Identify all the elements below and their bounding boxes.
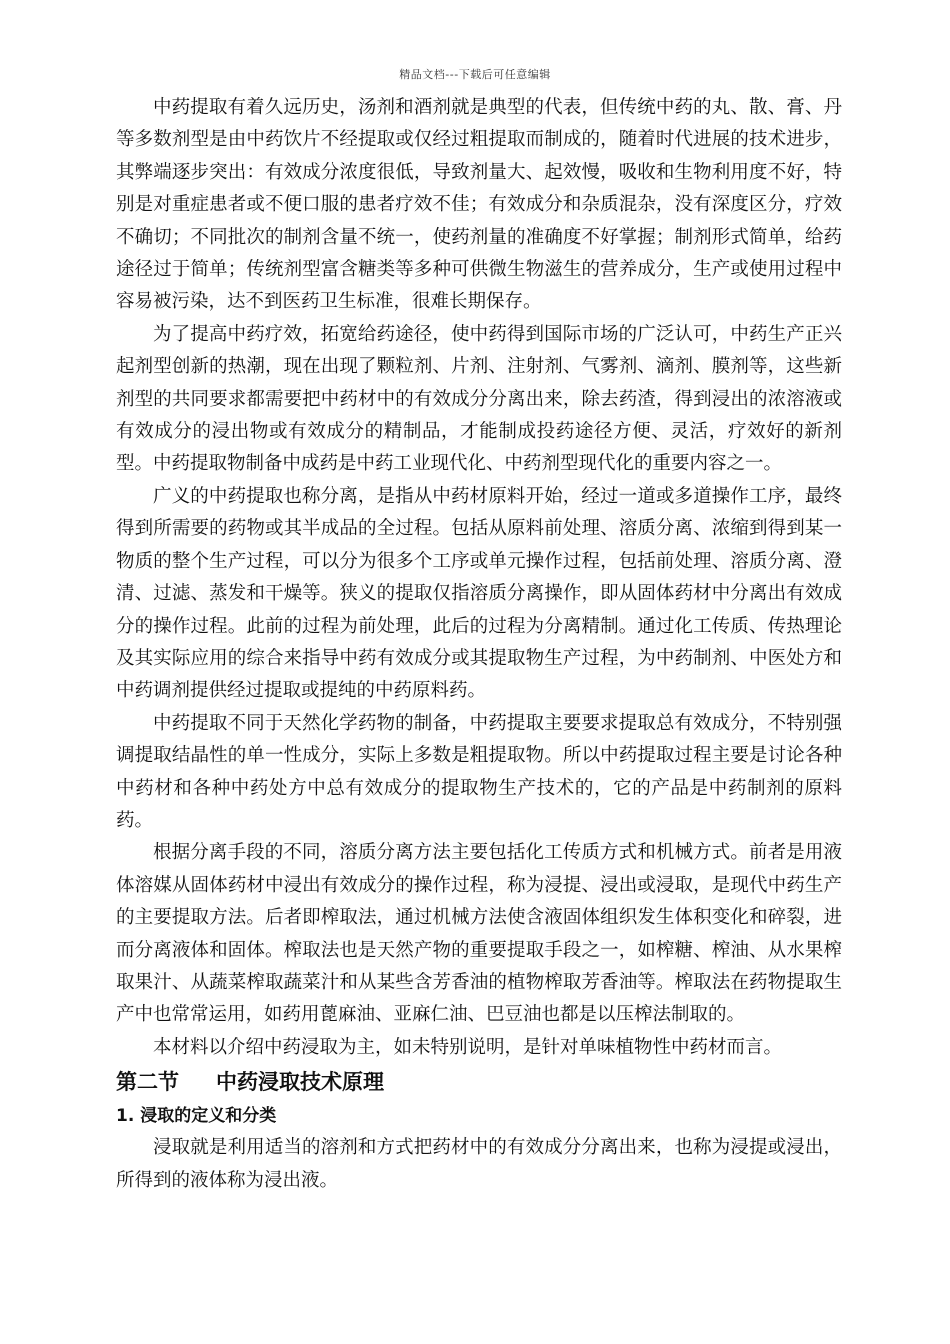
section-title-text: 中药浸取技术原理 (216, 1070, 384, 1095)
paragraph: 中药提取不同于天然化学药物的制备，中药提取主要要求提取总有效成分，不特别强调提取结晶性的单一性成分，实际上多数是粗提取物。所以中药提取过程主要是讨论各种中药材和各种中药处方中总有效成分的提取物生产技术的，它的产品是中药制剂的原料药。 (116, 712, 842, 831)
paragraph: 广义的中药提取也称分离，是指从中药材原料开始，经过一道或多道操作工序，最终得到所需要的药物或其半成品的全过程。包括从原料前处理、溶质分离、浓缩到得到某一物质的整个生产过程，可以分为很多个工序或单元操作过程，包括前处理、溶质分离、澄清、过滤、蒸发和干燥等。狭义的提取仅指溶质分离操作，即从固体药材中分离出有效成分的操作过程。此前的过程为前处理，此后的过程为分离精制。通过化工传质、传热理论及其实际应用的综合来指导中药有效成分或其提取物生产过程，为中药制剂、中医处方和中药调剂提供经过提取或提纯的中药原料药。 (116, 485, 842, 702)
document-body (116, 92, 842, 1197)
paragraph: 本材料以介绍中药浸取为主，如未特别说明，是针对单味植物性中药材而言。 (153, 1036, 783, 1058)
paragraph: 根据分离手段的不同，溶质分离方法主要包括化工传质方式和机械方式。前者是用液体溶媒从固体药材中浸出有效成分的操作过程，称为浸提、浸出或浸取，是现代中药生产的主要提取方法。后者即榨取法，通过机械方法使含液固体组织发生体积变化和碎裂，进而分离液体和固体。榨取法也是天然产物的重要提取手段之一，如榨糖、榨油、从水果榨取果汁、从蔬菜榨取蔬菜汁和从某些含芳香油的植物榨取芳香油等。榨取法在药物提取生产中也常常运用，如药用蓖麻油、亚麻仁油、巴豆油也都是以压榨法制取的。 (116, 842, 842, 1026)
subsection-heading: 1. 浸取的定义和分类 (116, 1106, 277, 1127)
section-number: 第二节 (116, 1070, 179, 1095)
paragraph: 为了提高中药疗效，拓宽给药途径，使中药得到国际市场的广泛认可，中药生产正兴起剂型创新的热潮，现在出现了颗粒剂、片剂、注射剂、气雾剂、滴剂、膜剂等，这些新剂型的共同要求都需要把中药材中的有效成分分离出来，除去药渣，得到浸出的浓溶液或有效成分的浸出物或有效成分的精制品，才能制成投药途径方便、灵活，疗效好的新剂型。中药提取物制备中成药是中药工业现代化、中药剂型现代化的重要内容之一。 (116, 323, 842, 475)
page-header: 精品文档---下载后可任意编辑 (399, 68, 551, 81)
paragraph: 浸取就是利用适当的溶剂和方式把药材中的有效成分分离出来，也称为浸提或浸出，所得到的液体称为浸出液。 (116, 1137, 842, 1191)
section-heading (116, 1064, 842, 1100)
paragraph: 中药提取有着久远历史，汤剂和酒剂就是典型的代表，但传统中药的丸、散、膏、丹等多数剂型是由中药饮片不经提取或仅经过粗提取而制成的，随着时代进展的技术进步，其弊端逐步突出：有效成分浓度很低，导致剂量大、起效慢，吸收和生物利用度不好，特别是对重症患者或不便口服的患者疗效不佳；有效成分和杂质混杂，没有深度区分，疗效不确切；不同批次的制剂含量不统一，使药剂量的准确度不好掌握；制剂形式简单，给药途径过于简单；传统剂型富含糖类等多种可供微生物滋生的营养成分，生产或使用过程中容易被污染，达不到医药卫生标准，很难长期保存。 (116, 97, 842, 313)
